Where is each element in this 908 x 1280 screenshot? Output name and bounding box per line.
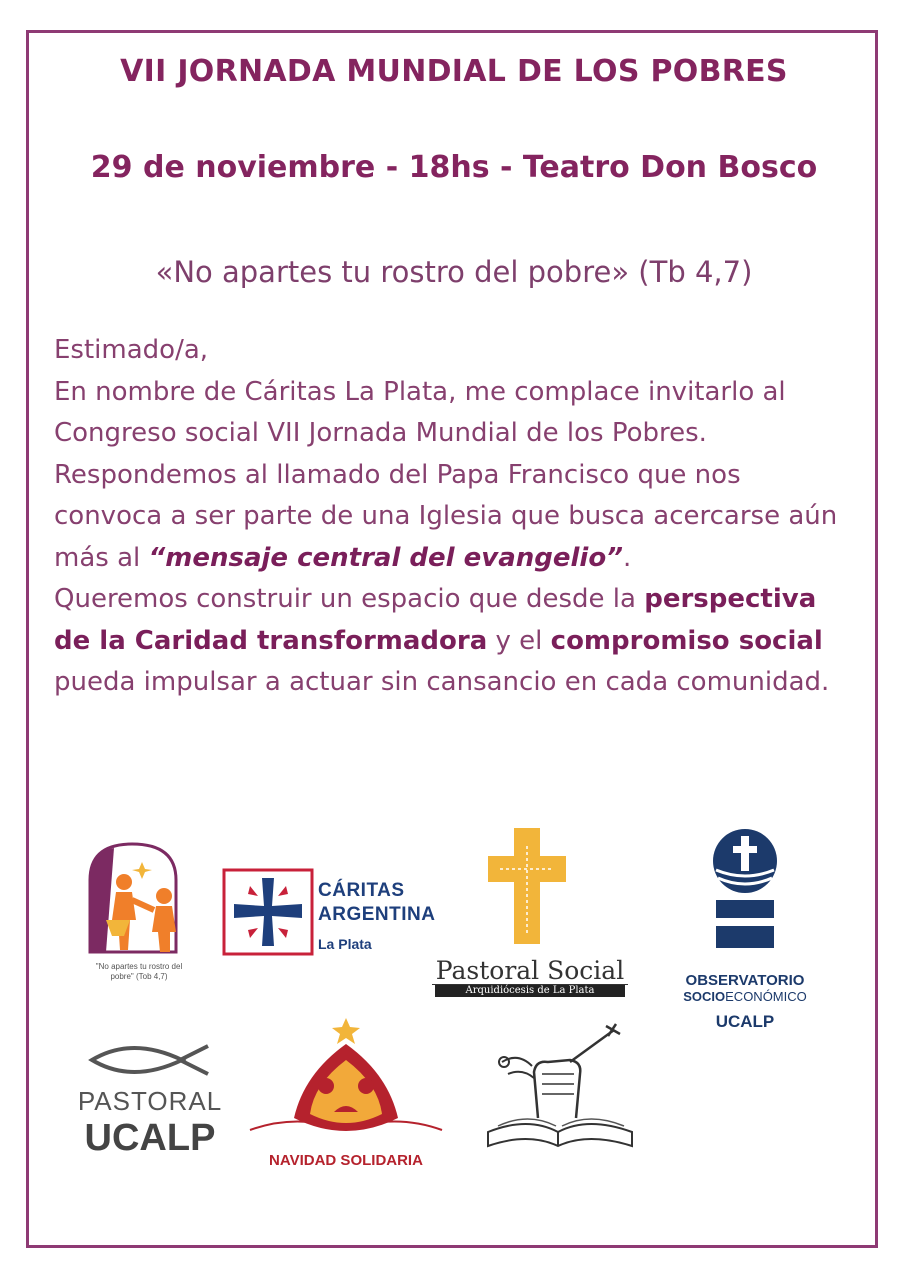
jornada-emblem-icon	[84, 840, 194, 958]
pastoral-ucalp-logo	[62, 1040, 238, 1180]
invitation-letter	[54, 330, 854, 704]
navidad-solidaria-logo	[244, 1014, 448, 1174]
event-quote: «No apartes tu rostro del pobre» (Tb 4,7)	[155, 255, 753, 289]
pastoral-social-title: Pastoral Social	[432, 958, 628, 985]
event-title: VII JORNADA MUNDIAL DE LOS POBRES	[120, 54, 788, 89]
observatorio-line-3: UCALP	[715, 1012, 775, 1031]
observatorio-emblem-icon	[672, 826, 818, 954]
pastoral-ucalp-line-1: PASTORAL	[77, 1086, 223, 1116]
jornada-caption: "No apartes tu rostro del pobre" (Tob 4,7)	[95, 962, 183, 981]
book-hand-logo	[478, 1022, 642, 1152]
paragraph-2	[54, 579, 854, 704]
observatorio-line-2b: ECONÓMICO	[725, 989, 807, 1004]
caritas-line-3: La Plata	[318, 936, 372, 952]
paragraph-1-text: En nombre de Cáritas La Plata, me complace invitarlo al Congreso social VII Jornada Mundial de los Pobres. Respondemos al llamado del Papa Francisco que nos convoca a ser parte de una Iglesia que busca acercarse aún más al	[54, 376, 838, 573]
paragraph-1	[54, 372, 854, 580]
event-date-line: 29 de noviembre - 18hs - Teatro Don Bosco	[90, 150, 818, 185]
greeting: Estimado/a,	[54, 335, 209, 365]
emphasis-caridad: perspectiva de la Caridad transformadora	[54, 584, 817, 656]
caritas-line-1: CÁRITAS	[318, 880, 405, 901]
fish-icon	[62, 1040, 238, 1080]
observatorio-line-1: OBSERVATORIO	[685, 972, 805, 989]
paragraph-2-text: Queremos construir un espacio que desde la	[54, 584, 645, 614]
emphasis-compromiso: compromiso social	[550, 625, 823, 656]
caritas-logo	[222, 868, 458, 958]
paragraph-1-end: .	[622, 542, 632, 573]
observatorio-logo	[672, 826, 818, 1036]
observatorio-line-2a: SOCIO	[683, 989, 726, 1004]
paragraph-2-end: pueda impulsar a actuar sin cansancio en cada comunidad.	[54, 667, 830, 697]
nativity-icon	[244, 1014, 448, 1144]
paragraph-2-and: y el	[487, 625, 551, 656]
pastoral-ucalp-line-2: UCALP	[84, 1117, 216, 1159]
pastoral-social-logo	[432, 826, 628, 998]
gold-cross-icon	[432, 826, 628, 954]
caritas-line-2: ARGENTINA	[318, 904, 436, 925]
navidad-solidaria-label: NAVIDAD SOLIDARIA	[269, 1152, 423, 1169]
observatorio-line-2	[672, 989, 818, 1004]
jornada-logo	[84, 840, 194, 980]
pastoral-social-subtitle: Arquidiócesis de La Plata	[435, 985, 625, 997]
caritas-cross-icon	[222, 868, 314, 956]
emphasis-central-message: “mensaje central del evangelio”	[148, 542, 623, 573]
hand-book-icon	[478, 1022, 642, 1152]
